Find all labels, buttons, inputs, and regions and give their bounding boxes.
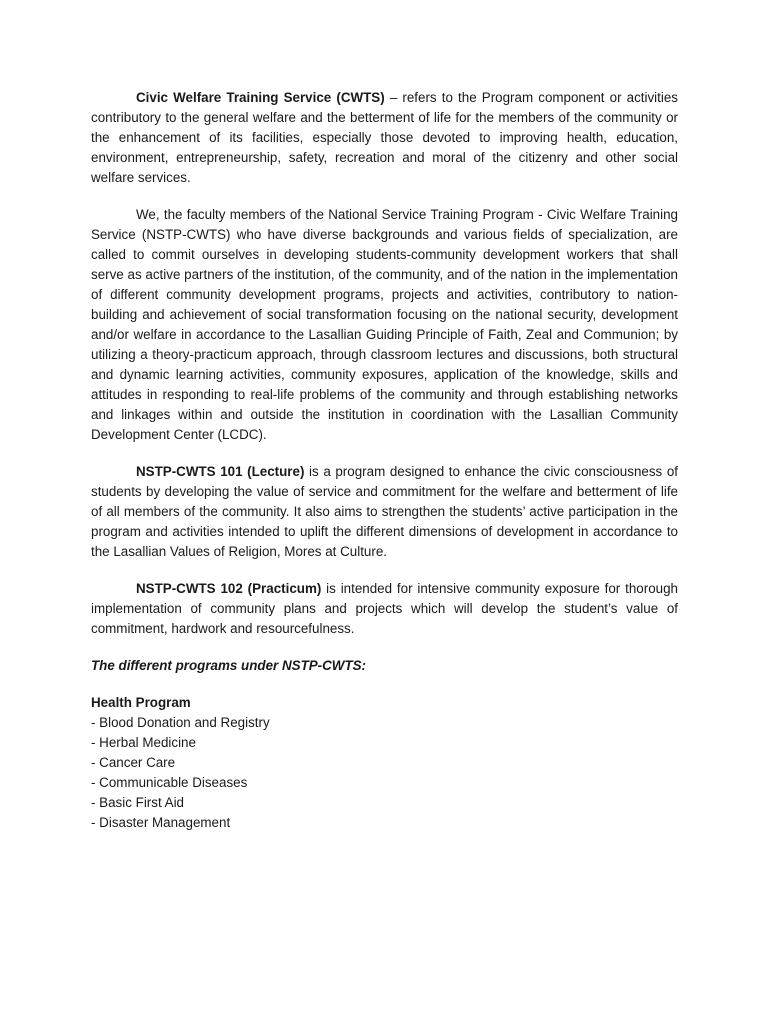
health-program-title: Health Program — [91, 695, 191, 710]
cwts-102-term: NSTP-CWTS 102 (Practicum) — [136, 581, 322, 596]
cwts-definition-paragraph — [91, 88, 678, 188]
cwts-definition-text: – refers to the Program component or activities contributory to the general welfare and the betterment of life for the members of the community or the enhancement of its facilities, especially those devoted to improving health, education, environment, entrepreneurship, safety, recreation and moral of the citizenry and other social welfare services. — [91, 90, 678, 185]
faculty-statement-paragraph — [91, 205, 678, 445]
health-program-list — [91, 713, 678, 833]
cwts-101-paragraph — [91, 462, 678, 562]
cwts-101-text: is a program designed to enhance the civic consciousness of students by developing the value of service and commitment for the welfare and betterment of life of all members of the community. It also aims to strengthen the students’ active participation in the program and activities intended to uplift the different dimensions of development in accordance to the Lasallian Values of Religion, Mores at Culture. — [91, 464, 678, 559]
document-page — [91, 88, 678, 833]
list-item: - Herbal Medicine — [91, 735, 196, 750]
faculty-statement-text: We, the faculty members of the National Service Training Program - Civic Welfare Training Service (NSTP-CWTS) who have diverse backgrounds and various fields of specialization, are called to commit ourselves in developing students-community development workers that shall serve as active partners of the institution, of the community, and of the nation in the implementation of different community development programs, projects and activities, contributory to nation-building and achievement of social transformation focusing on the national security, development and/or welfare in accordance to the Lasallian Guiding Principle of Faith, Zeal and Communion; by utilizing a theory-practicum approach, through classroom lectures and discussions, both structural and dynamic learning activities, community exposures, application of the knowledge, skills and attitudes in responding to real-life problems of the community and through establishing networks and linkages within and outside the institution in coordination with the Lasallian Community Development Center (LCDC). — [91, 207, 678, 442]
cwts-102-text: is intended for intensive community exposure for thorough implementation of community plans and projects which will develop the student’s value of commitment, hardwork and resourcefulness. — [91, 581, 678, 636]
cwts-101-term: NSTP-CWTS 101 (Lecture) — [136, 464, 305, 479]
list-item: - Blood Donation and Registry — [91, 715, 270, 730]
cwts-term: Civic Welfare Training Service (CWTS) — [136, 90, 385, 105]
programs-heading: The different programs under NSTP-CWTS: — [91, 658, 367, 673]
list-item: - Disaster Management — [91, 815, 231, 830]
cwts-102-paragraph — [91, 579, 678, 639]
list-item: - Cancer Care — [91, 755, 176, 770]
list-item: - Communicable Diseases — [91, 775, 248, 790]
list-item: - Basic First Aid — [91, 795, 185, 810]
